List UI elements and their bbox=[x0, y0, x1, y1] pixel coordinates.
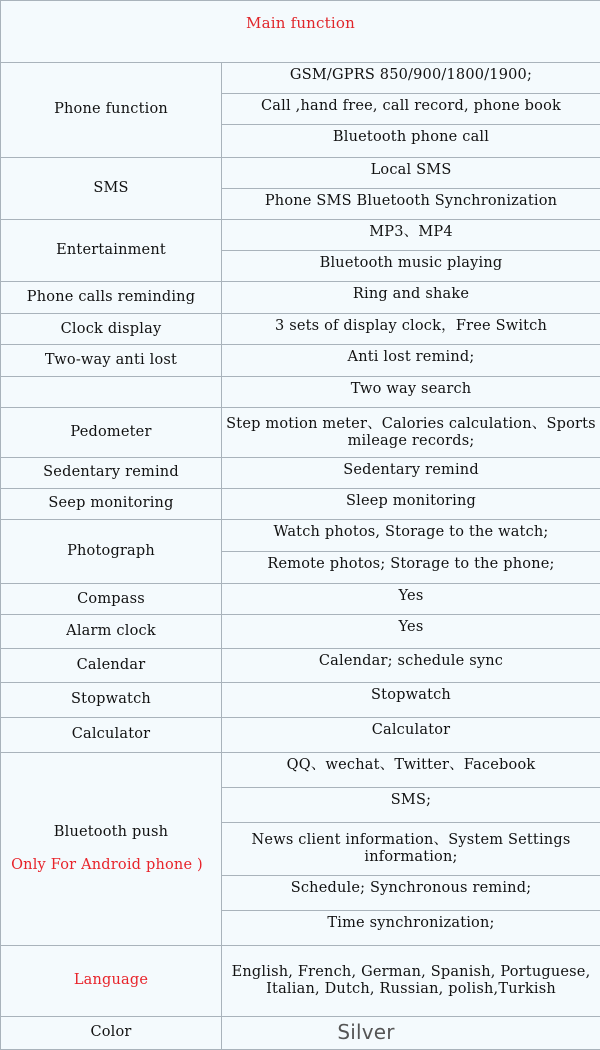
compass-value: Yes bbox=[222, 584, 600, 615]
table-row bbox=[1, 408, 600, 457]
table-row bbox=[1, 615, 600, 649]
bluetooth-push-value-3: News client information、System Settings information; bbox=[222, 822, 600, 875]
photograph-label: Photograph bbox=[1, 519, 222, 583]
table-row bbox=[1, 457, 600, 488]
color-value-cell bbox=[222, 1016, 600, 1049]
sms-value-1: Local SMS bbox=[222, 157, 600, 188]
bluetooth-push-title: Bluetooth push bbox=[53, 824, 169, 841]
pedometer-label: Pedometer bbox=[1, 408, 222, 457]
anti-lost-value: Anti lost remind; bbox=[222, 345, 600, 377]
table-header-row bbox=[1, 1, 600, 63]
table-row bbox=[1, 752, 600, 787]
bluetooth-push-label bbox=[1, 752, 222, 946]
table-row bbox=[1, 584, 600, 615]
clock-display-value: 3 sets of display clock，Free Switch bbox=[222, 314, 600, 345]
sedentary-label: Sedentary remind bbox=[1, 457, 222, 488]
table-row bbox=[1, 345, 600, 377]
entertainment-label: Entertainment bbox=[1, 219, 222, 281]
photograph-value-2: Remote photos; Storage to the phone; bbox=[222, 551, 600, 583]
empty-label bbox=[1, 377, 222, 408]
sedentary-value: Sedentary remind bbox=[222, 457, 600, 488]
bluetooth-push-value-4: Schedule; Synchronous remind; bbox=[222, 876, 600, 911]
phone-function-value-3: Bluetooth phone call bbox=[222, 125, 600, 157]
android-only-note: Only For Android phone ) bbox=[11, 857, 203, 874]
language-value: English, French, German, Spanish, Portuguese, Italian, Dutch, Russian, polish,Turkish bbox=[222, 946, 600, 1016]
table-row bbox=[1, 683, 600, 717]
table-row bbox=[1, 488, 600, 519]
table-row bbox=[1, 63, 600, 94]
bluetooth-push-value-1: QQ、wechat、Twitter、Facebook bbox=[222, 752, 600, 787]
language-label: Language bbox=[1, 946, 222, 1016]
entertainment-value-2: Bluetooth music playing bbox=[222, 250, 600, 281]
color-label: Color bbox=[1, 1016, 222, 1049]
bluetooth-push-value-5: Time synchronization; bbox=[222, 911, 600, 946]
table-row bbox=[1, 649, 600, 683]
photograph-value-1: Watch photos, Storage to the watch; bbox=[222, 519, 600, 551]
calendar-label: Calendar bbox=[1, 649, 222, 683]
phone-function-value-2: Call ,hand free, call record, phone book bbox=[222, 94, 600, 125]
two-way-search-value: Two way search bbox=[222, 377, 600, 408]
clock-display-label: Clock display bbox=[1, 314, 222, 345]
calculator-label: Calculator bbox=[1, 717, 222, 752]
phone-function-label: Phone function bbox=[1, 63, 222, 157]
compass-label: Compass bbox=[1, 584, 222, 615]
alarm-label: Alarm clock bbox=[1, 615, 222, 649]
table-header: Main function bbox=[1, 1, 600, 63]
table-row bbox=[1, 377, 600, 408]
sleep-value: Sleep monitoring bbox=[222, 488, 600, 519]
sms-value-2: Phone SMS Bluetooth Synchronization bbox=[222, 188, 600, 219]
sleep-label: Seep monitoring bbox=[1, 488, 222, 519]
bluetooth-push-value-2: SMS; bbox=[222, 787, 600, 822]
calls-reminding-label: Phone calls reminding bbox=[1, 282, 222, 314]
table-row bbox=[1, 314, 600, 345]
entertainment-value-1: MP3、MP4 bbox=[222, 219, 600, 250]
stopwatch-value: Stopwatch bbox=[222, 683, 600, 717]
table-row bbox=[1, 1016, 600, 1049]
calls-reminding-value: Ring and shake bbox=[222, 282, 600, 314]
calendar-value: Calendar; schedule sync bbox=[222, 649, 600, 683]
table-row bbox=[1, 946, 600, 1016]
table-row bbox=[1, 219, 600, 250]
phone-function-value-1: GSM/GPRS 850/900/1800/1900; bbox=[222, 63, 600, 94]
calculator-value: Calculator bbox=[222, 717, 600, 752]
table-row bbox=[1, 282, 600, 314]
stopwatch-label: Stopwatch bbox=[1, 683, 222, 717]
table-row bbox=[1, 157, 600, 188]
anti-lost-label: Two-way anti lost bbox=[1, 345, 222, 377]
color-value: Silver bbox=[337, 1019, 395, 1044]
alarm-value: Yes bbox=[222, 615, 600, 649]
table-row bbox=[1, 519, 600, 551]
table-row bbox=[1, 717, 600, 752]
sms-label: SMS bbox=[1, 157, 222, 219]
pedometer-value: Step motion meter、Calories calculation、Sports mileage records; bbox=[222, 408, 600, 457]
